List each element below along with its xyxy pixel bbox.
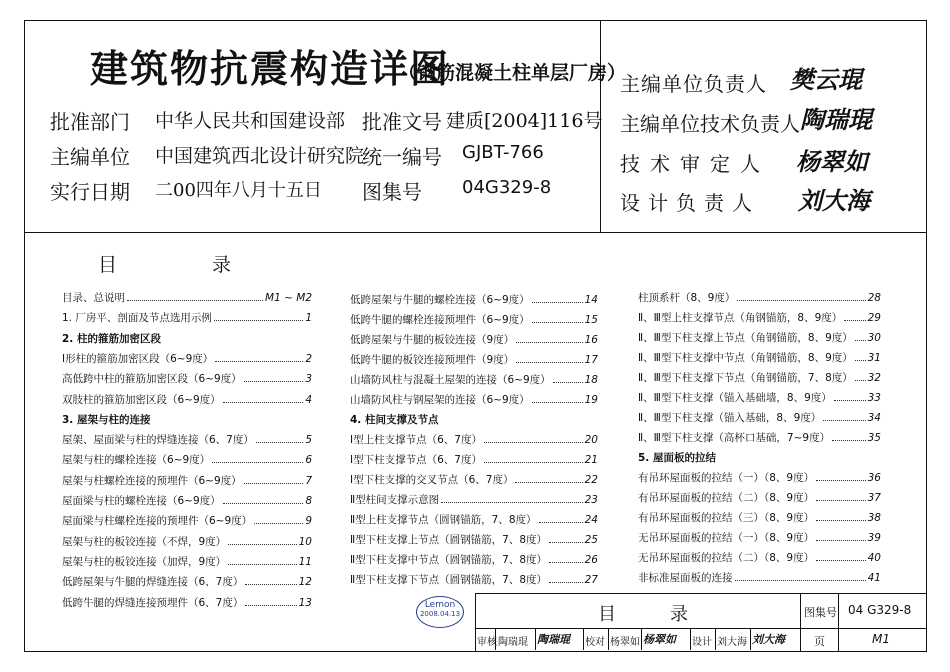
design-head-label: 设计负责人 — [620, 191, 760, 215]
toc-entry-label: 低跨屋架与牛腿的螺栓连接（6~9度） — [350, 294, 530, 306]
toc-entry[interactable] — [350, 352, 598, 367]
toc-entry-page: 4 — [305, 393, 312, 406]
lemon-stamp — [416, 596, 464, 628]
toc-section-heading: 3. 屋架与柱的连接 — [62, 413, 151, 426]
toc-leader-dots — [816, 500, 866, 501]
toc-leader-dots — [855, 340, 866, 341]
toc-entry-label: 有吊环屋面板的拉结（一）（8、9度） — [638, 472, 815, 484]
toc-leader-dots — [532, 302, 583, 303]
toc-leader-dots — [228, 544, 296, 545]
toc-entry-page: 39 — [867, 532, 881, 544]
toc-entry-page: 19 — [584, 394, 598, 406]
toc-leader-dots — [816, 560, 866, 561]
tech-reviewer-signature: 杨翠如 — [796, 147, 868, 176]
toc-entry-label: I形柱的箍筋加密区段（6~9度） — [62, 352, 214, 365]
toc-entry[interactable] — [62, 554, 312, 569]
approval-no-label: 批准文号 — [362, 110, 442, 134]
toc-entry-page: 35 — [867, 432, 881, 444]
toc-entry-page: 1 — [305, 312, 312, 325]
toc-leader-dots — [823, 420, 865, 421]
toc-entry-label: Ⅱ型上柱支撑节点（圆钢锚筋，7、8度） — [350, 514, 537, 526]
toc-entry-label: 低跨屋架与牛腿的板铰连接（9度） — [350, 334, 515, 346]
atlas-no-value: 04G329-8 — [462, 177, 552, 198]
chief-tech-head-signature: 陶瑞琨 — [800, 105, 872, 134]
toc-entry-label: Ⅱ型柱间支撑示意图 — [350, 494, 440, 506]
toc-leader-dots — [834, 400, 866, 401]
effective-date-label: 实行日期 — [50, 180, 130, 204]
toc-entry-page: 6 — [305, 454, 312, 467]
toc-entry-label: 屋面梁与柱的螺栓连接（6~9度） — [62, 495, 221, 507]
toc-entry-label: Ⅱ、Ⅲ型下柱支撑（锚入基础，8、9度） — [638, 412, 822, 424]
toc-entry-label: Ⅱ、Ⅲ型上柱支撑节点（角钢锚筋，8、9度） — [638, 312, 843, 324]
toc-entry-label: I型下柱支撑的交叉节点（6、7度） — [350, 474, 514, 486]
toc-entry[interactable] — [62, 534, 312, 549]
toc-entry-page: 5 — [305, 434, 312, 447]
editor-unit-value: 中国建筑西北设计研究院 — [155, 145, 365, 167]
toc-entry[interactable] — [62, 473, 312, 488]
stamp-text-name: Lemon — [424, 600, 456, 610]
toc-entry-label: Ⅱ型下柱支撑下节点（圆钢锚筋，7、8度） — [350, 574, 548, 586]
toc-entry-page: 10 — [298, 535, 312, 548]
toc-entry-label: 屋架与柱的螺栓连接（6~9度） — [62, 454, 211, 467]
toc-leader-dots — [245, 584, 296, 585]
toc-entry[interactable] — [62, 290, 312, 305]
toc-entry-page: 32 — [867, 372, 881, 384]
toc-leader-dots — [515, 482, 582, 483]
designer-signature: 刘大海 — [752, 633, 785, 646]
toc-entry-page: 38 — [867, 512, 881, 524]
toc-entry-label: 无吊环屋面板的拉结（二）（8、9度） — [638, 552, 815, 564]
toc-leader-dots — [484, 462, 583, 463]
toc-section-heading: 4. 柱间支撑及节点 — [350, 414, 439, 426]
unified-no-label: 统一编号 — [362, 145, 442, 169]
toc-entry[interactable] — [62, 513, 312, 528]
toc-entry-page: 37 — [867, 492, 881, 504]
toc-entry-label: 高低跨中柱的箍筋加密区段（6~9度） — [62, 373, 242, 386]
chief-unit-head-signature: 樊云琨 — [790, 65, 862, 94]
titleblock-v5 — [583, 628, 584, 650]
titleblock-v9 — [715, 628, 716, 650]
atlas-subtitle: （钢筋混凝土柱单层厂房） — [398, 62, 627, 84]
titleblock-v7 — [641, 628, 642, 650]
toc-leader-dots — [212, 462, 303, 463]
toc-entry-page: 27 — [584, 574, 598, 586]
toc-leader-dots — [256, 442, 303, 443]
toc-leader-dots — [737, 300, 865, 301]
toc-entry[interactable] — [638, 470, 881, 485]
toc-entry-label: 目录、总说明 — [62, 292, 125, 304]
chief-unit-head-label: 主编单位负责人 — [620, 72, 767, 96]
toc-entry-page: 12 — [298, 576, 312, 589]
toc-leader-dots — [215, 361, 303, 362]
toc-entry[interactable] — [638, 490, 881, 505]
toc-entry-page: 34 — [867, 412, 881, 424]
toc-leader-dots — [223, 503, 304, 504]
toc-entry-page: 15 — [584, 314, 598, 326]
toc-entry-label: 山墙防风柱与混凝土屋架的连接（6~9度） — [350, 374, 551, 386]
titleblock-v2 — [838, 593, 839, 651]
toc-entry[interactable] — [62, 371, 312, 386]
titleblock-left — [475, 593, 476, 651]
toc-entry-page: 2 — [305, 352, 312, 365]
toc-entry[interactable] — [350, 492, 598, 507]
titleblock-atlas-no: 04 G329-8 — [848, 603, 912, 617]
toc-entry[interactable] — [638, 550, 881, 565]
toc-entry[interactable] — [350, 572, 598, 587]
toc-entry[interactable] — [638, 370, 881, 385]
toc-entry-label: Ⅱ、Ⅲ型下柱支撑（高杯口基础，7~9度） — [638, 432, 831, 444]
toc-entry-label: 有吊环屋面板的拉结（二）（8、9度） — [638, 492, 815, 504]
toc-entry[interactable] — [350, 332, 598, 347]
toc-entry-page: 21 — [584, 454, 598, 466]
toc-section-heading: 5. 屋面板的拉结 — [638, 452, 716, 464]
toc-entry-label: 山墙防风柱与钢屋架的连接（6~9度） — [350, 394, 530, 406]
toc-leader-dots — [244, 381, 304, 382]
toc-heading: 目 录 — [98, 254, 232, 276]
toc-entry-label: I型上柱支撑节点（6、7度） — [350, 434, 482, 446]
toc-entry-label: 屋架与柱的板铰连接（不焊，9度） — [62, 535, 227, 548]
check-label: 校对 — [585, 637, 605, 648]
toc-entry-page: 13 — [298, 596, 312, 609]
toc-entry-label: 1. 厂房平、剖面及节点选用示例 — [62, 312, 212, 325]
toc-entry-label: 柱顶系杆（8、9度） — [638, 292, 736, 304]
toc-entry[interactable] — [62, 432, 312, 447]
titleblock-v6 — [608, 628, 609, 650]
toc-entry[interactable] — [350, 512, 598, 527]
toc-leader-dots — [549, 542, 583, 543]
checker-name: 杨翠如 — [610, 637, 640, 648]
toc-leader-dots — [553, 382, 583, 383]
stamp-text-date: 2008.04.13 — [419, 610, 461, 618]
toc-leader-dots — [244, 483, 304, 484]
titleblock-page-no: M1 — [872, 632, 890, 646]
toc-entry-label: 非标准屋面板的连接 — [638, 572, 733, 584]
toc-leader-dots — [127, 300, 263, 301]
titleblock-v8 — [690, 628, 691, 650]
toc-entry-page: 7 — [305, 474, 312, 487]
toc-entry[interactable] — [350, 392, 598, 407]
toc-entry-page: 14 — [584, 294, 598, 306]
atlas-no-label: 图集号 — [362, 180, 422, 204]
toc-leader-dots — [223, 402, 304, 403]
toc-leader-dots — [816, 480, 866, 481]
toc-entry-page: 40 — [867, 552, 881, 564]
toc-leader-dots — [816, 520, 866, 521]
toc-entry[interactable] — [638, 570, 881, 585]
toc-leader-dots — [214, 320, 303, 321]
tech-reviewer-label: 技术审定人 — [620, 152, 770, 176]
toc-entry-page: 26 — [584, 554, 598, 566]
toc-entry[interactable] — [638, 390, 881, 405]
titleblock-v10 — [750, 628, 751, 650]
toc-entry-page: 24 — [584, 514, 598, 526]
design-head-signature: 刘大海 — [798, 186, 870, 215]
toc-entry-page: 41 — [867, 572, 881, 584]
toc-entry[interactable] — [638, 290, 881, 305]
reviewer-signature: 陶瑞琨 — [537, 633, 570, 646]
toc-leader-dots — [735, 580, 866, 581]
toc-entry[interactable] — [350, 552, 598, 567]
toc-entry-label: Ⅱ型下柱支撑中节点（圆钢锚筋，7、8度） — [350, 554, 548, 566]
toc-entry[interactable] — [350, 532, 598, 547]
toc-entry[interactable] — [350, 432, 598, 447]
toc-leader-dots — [516, 342, 582, 343]
toc-leader-dots — [516, 362, 582, 363]
toc-entry-label: I型下柱支撑节点（6、7度） — [350, 454, 482, 466]
review-label: 审核 — [477, 637, 497, 648]
toc-entry[interactable] — [62, 574, 312, 589]
editor-unit-label: 主编单位 — [50, 145, 130, 169]
toc-entry-label: Ⅱ、Ⅲ型下柱支撑上节点（角钢锚筋，8、9度） — [638, 332, 853, 344]
toc-entry-page: 36 — [867, 472, 881, 484]
toc-entry-page: 29 — [867, 312, 881, 324]
toc-entry-page: 16 — [584, 334, 598, 346]
toc-entry-page: 23 — [584, 494, 598, 506]
toc-entry-label: Ⅱ、Ⅲ型下柱支撑下节点（角钢锚筋，7、8度） — [638, 372, 853, 384]
toc-leader-dots — [245, 605, 296, 606]
approval-no-value: 建质[2004]116号 — [446, 110, 603, 132]
toc-entry[interactable] — [350, 472, 598, 487]
toc-leader-dots — [254, 523, 303, 524]
header-divider — [24, 232, 927, 233]
toc-leader-dots — [816, 540, 866, 541]
toc-entry-label: Ⅱ、Ⅲ型下柱支撑中节点（角钢锚筋，8、9度） — [638, 352, 853, 364]
toc-entry-label: 低跨牛腿的焊缝连接预埋件（6、7度） — [62, 596, 244, 609]
toc-entry-label: 屋架与柱的板铰连接（加焊，9度） — [62, 555, 227, 568]
toc-entry[interactable] — [62, 392, 312, 407]
toc-entry-label: 屋架、屋面梁与柱的焊缝连接（6、7度） — [62, 434, 254, 447]
toc-leader-dots — [539, 522, 583, 523]
toc-entry-page: 22 — [584, 474, 598, 486]
toc-entry-label: Ⅱ、Ⅲ型下柱支撑（锚入基础墙，8、9度） — [638, 392, 832, 404]
toc-entry[interactable] — [350, 452, 598, 467]
toc-leader-dots — [549, 582, 583, 583]
toc-leader-dots — [532, 402, 583, 403]
toc-entry[interactable] — [638, 310, 881, 325]
toc-entry-label: 无吊环屋面板的拉结（一）（8、9度） — [638, 532, 815, 544]
toc-section-heading: 2. 柱的箍筋加密区段 — [62, 332, 161, 345]
toc-entry-page: 31 — [867, 352, 881, 364]
toc-entry-page: 3 — [305, 373, 312, 386]
chief-tech-head-label: 主编单位技术负责人 — [620, 112, 800, 136]
titleblock-top — [475, 593, 926, 594]
toc-entry-label: 低跨牛腿的螺栓连接预埋件（6~9度） — [350, 314, 530, 326]
toc-entry-label: Ⅱ型下柱支撑上节点（圆钢锚筋，7、8度） — [350, 534, 548, 546]
toc-entry[interactable] — [638, 530, 881, 545]
toc-entry-page: 18 — [584, 374, 598, 386]
toc-entry-label: 屋架与柱螺栓连接的预埋件（6~9度） — [62, 474, 242, 487]
toc-entry[interactable] — [62, 595, 312, 610]
toc-leader-dots — [532, 322, 583, 323]
toc-leader-dots — [832, 440, 866, 441]
titleblock-v4 — [535, 628, 536, 650]
toc-entry[interactable] — [638, 430, 881, 445]
toc-entry-page: 30 — [867, 332, 881, 344]
toc-entry[interactable] — [638, 410, 881, 425]
toc-entry[interactable] — [350, 292, 598, 307]
toc-entry[interactable] — [62, 351, 312, 366]
toc-entry-page: 33 — [867, 392, 881, 404]
toc-entry-page: 11 — [298, 555, 312, 568]
checker-signature: 杨翠如 — [643, 633, 676, 646]
toc-entry[interactable] — [638, 350, 881, 365]
toc-entry[interactable] — [62, 452, 312, 467]
toc-leader-dots — [855, 360, 866, 361]
unified-no-value: GJBT-766 — [462, 142, 544, 163]
toc-entry-page: 9 — [305, 515, 312, 528]
reviewer-name: 陶瑞琨 — [498, 637, 528, 648]
titleblock-page-label: 页 — [814, 635, 825, 648]
toc-entry-label: 有吊环屋面板的拉结（三）（8、9度） — [638, 512, 815, 524]
toc-entry[interactable] — [62, 493, 312, 508]
toc-entry[interactable] — [638, 510, 881, 525]
toc-entry-page: 28 — [867, 292, 881, 304]
toc-leader-dots — [844, 320, 865, 321]
approval-dept-label: 批准部门 — [50, 110, 130, 134]
toc-entry[interactable] — [350, 312, 598, 327]
toc-entry[interactable] — [638, 330, 881, 345]
toc-leader-dots — [549, 562, 583, 563]
toc-entry[interactable] — [62, 310, 312, 325]
toc-entry-page: M1 ~ M2 — [265, 292, 312, 304]
toc-entry[interactable] — [350, 372, 598, 387]
toc-leader-dots — [441, 502, 582, 503]
toc-entry-label: 低跨屋架与牛腿的焊缝连接（6、7度） — [62, 576, 244, 589]
approval-dept-value: 中华人民共和国建设部 — [155, 110, 346, 132]
toc-leader-dots — [484, 442, 583, 443]
toc-leader-dots — [855, 380, 866, 381]
titleblock-atlas-label: 图集号 — [804, 606, 837, 619]
atlas-title: 建筑物抗震构造详图 — [90, 47, 451, 91]
titleblock-name: 目 录 — [598, 604, 688, 625]
toc-entry-page: 20 — [584, 434, 598, 446]
toc-entry-label: 双肢柱的箍筋加密区段（6~9度） — [62, 393, 221, 406]
toc-entry-page: 8 — [305, 495, 312, 507]
designer-name: 刘大海 — [717, 637, 747, 648]
titleblock-v1 — [800, 593, 801, 651]
toc-entry-label: 低跨牛腿的板铰连接预埋件（9度） — [350, 354, 515, 366]
effective-date-value: 二00四年八月十五日 — [155, 180, 322, 201]
titleblock-mid — [475, 628, 926, 629]
design-label: 设计 — [692, 637, 712, 648]
toc-entry-label: 屋面梁与柱螺栓连接的预埋件（6~9度） — [62, 515, 253, 528]
toc-entry-page: 17 — [584, 354, 598, 366]
toc-entry-page: 25 — [584, 534, 598, 546]
toc-leader-dots — [228, 564, 296, 565]
